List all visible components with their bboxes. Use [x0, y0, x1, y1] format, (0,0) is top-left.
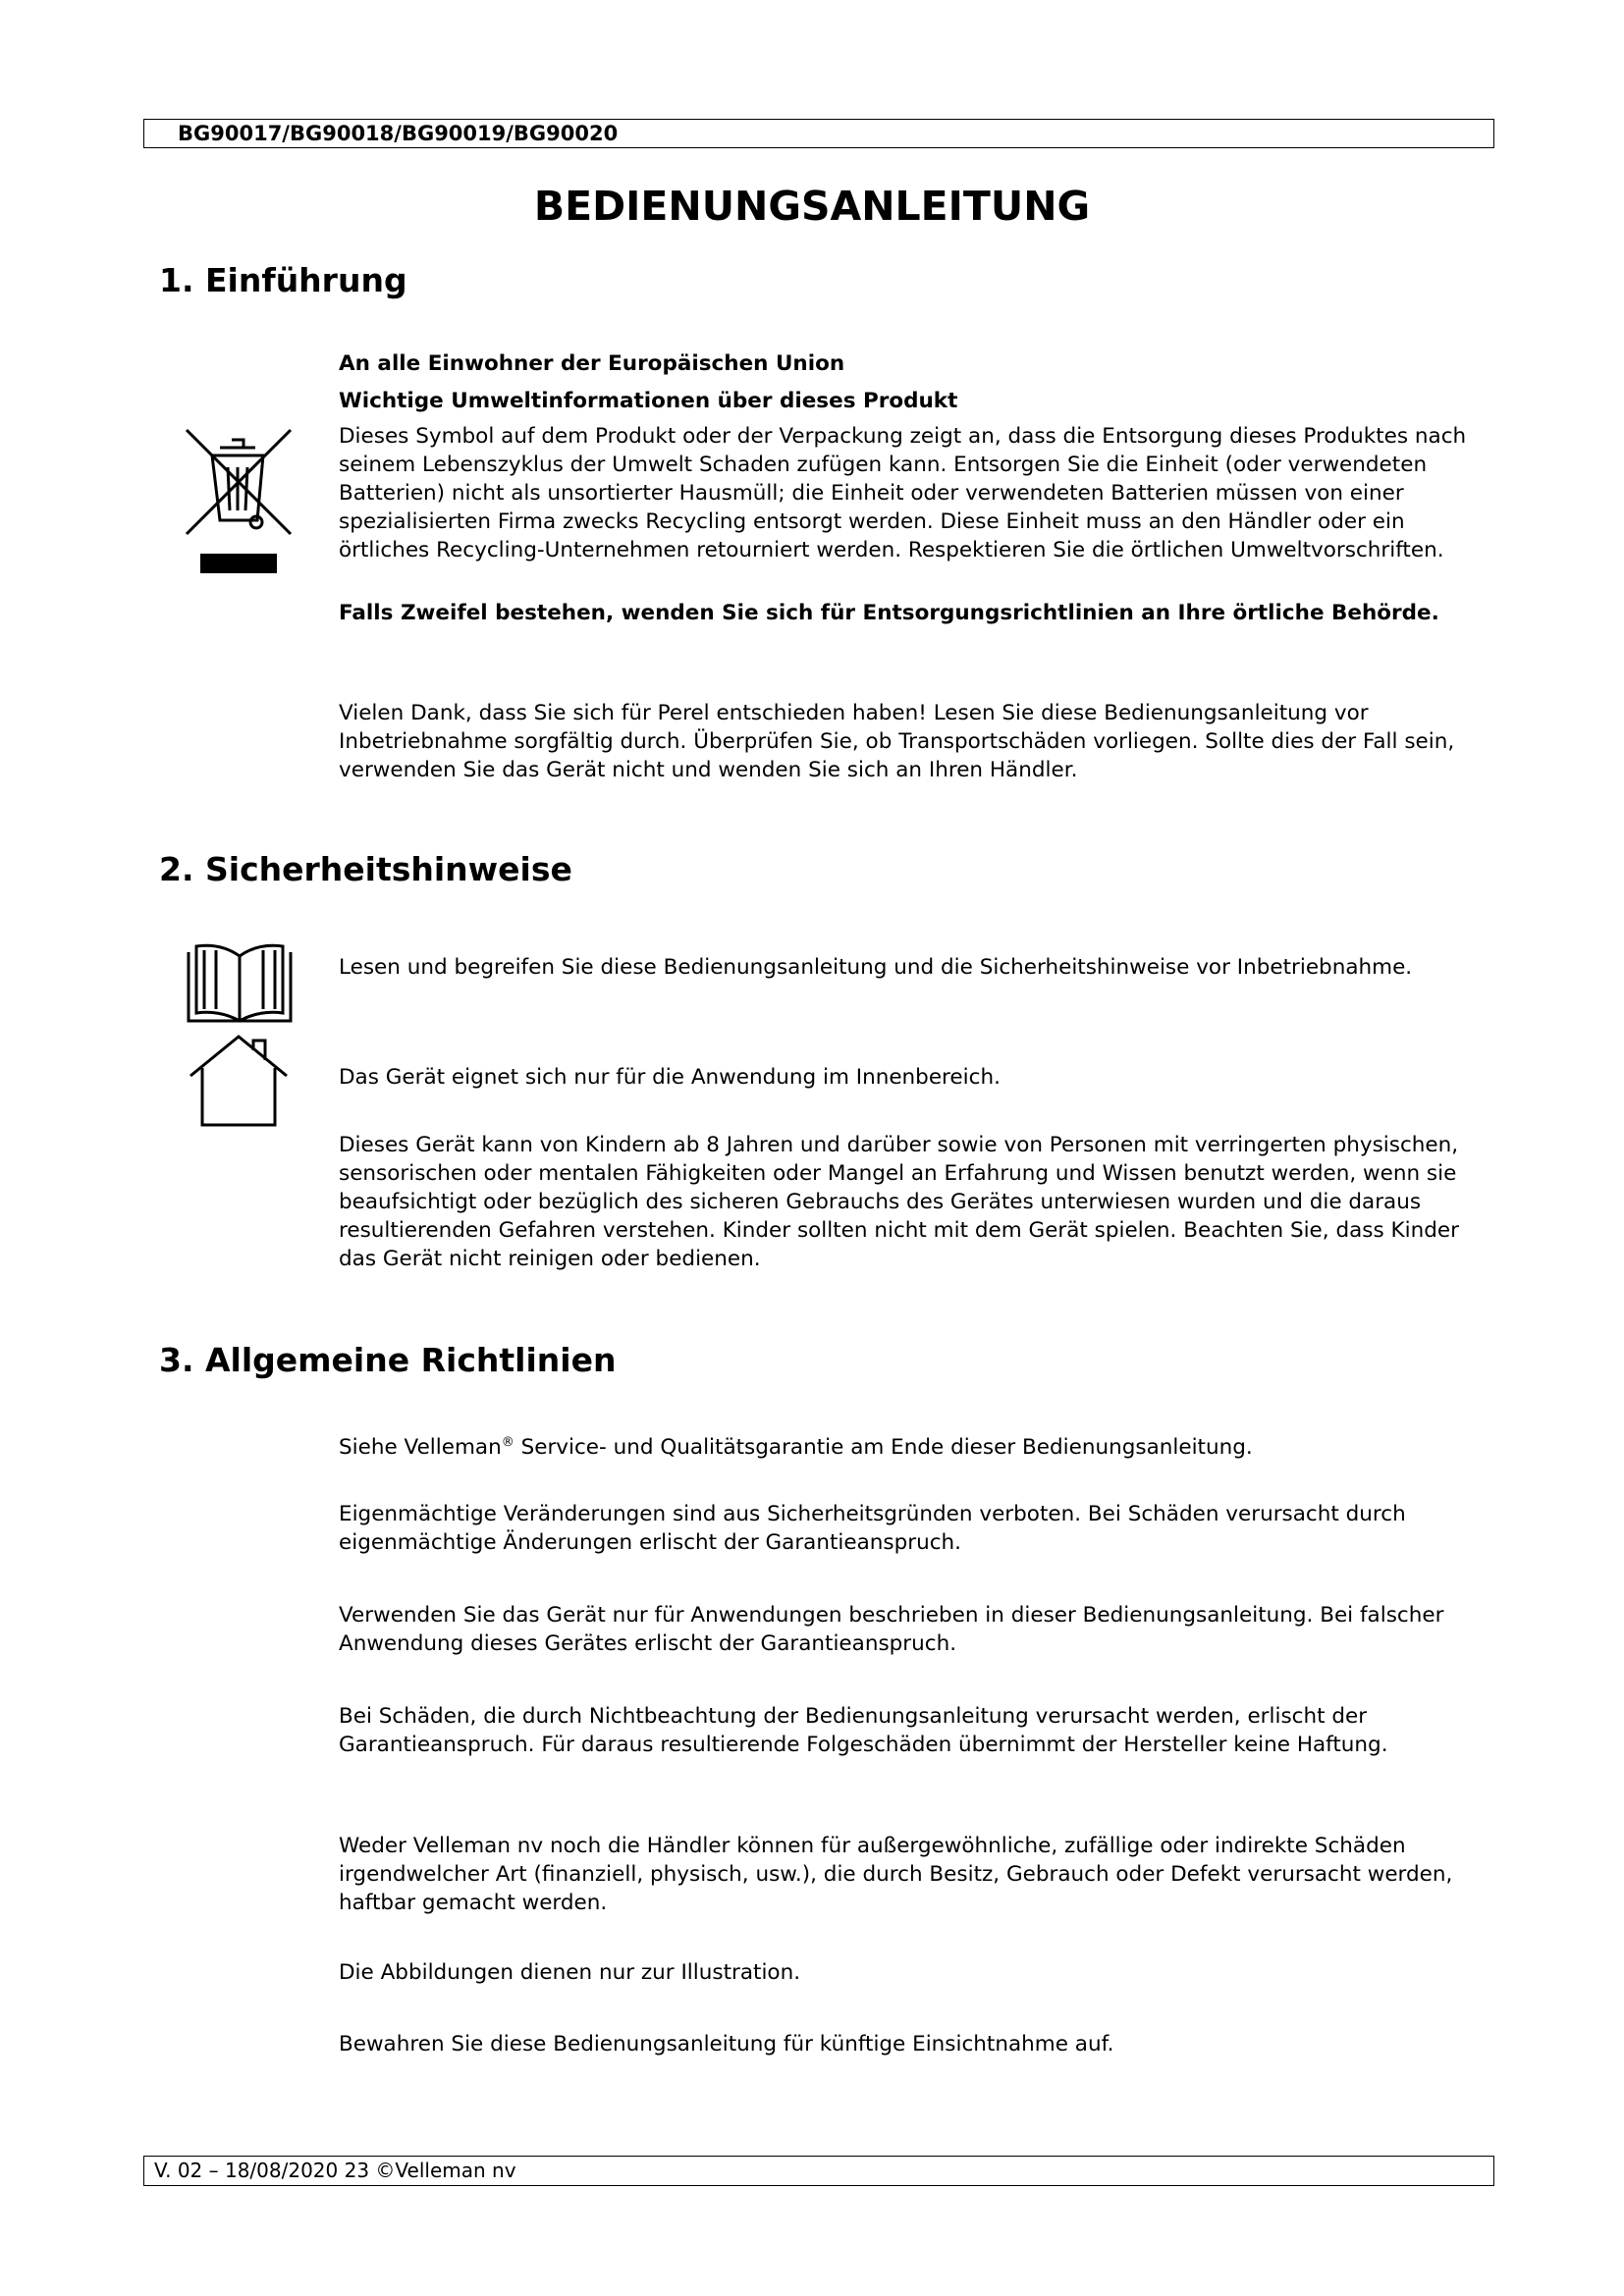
section-heading-introduction: 1. Einführung — [159, 261, 407, 299]
children-safety-text: Dieses Gerät kann von Kindern ab 8 Jahren und darüber sowie von Personen mit verringerten physischen, sensorischen oder mentalen Fähigkeiten oder Mangel an Erfahrung und Wissen benutzt werden, wenn sie beaufsichtigt oder bezüglich des sicheren Gebrauchs des Gerätes unterwiesen wurden und die daraus resultierenden Gefahren verstehen. Kinder sollten nicht mit dem Gerät spielen. Beachten Sie, dass Kinder das Gerät nicht reinigen oder bedienen. — [339, 1133, 1459, 1271]
header-bar — [143, 119, 1494, 148]
environment-info-heading: Wichtige Umweltinformationen über dieses Produkt — [339, 389, 958, 413]
environment-info-text: Dieses Symbol auf dem Produkt oder der Verpackung zeigt an, dass die Entsorgung dieses Produktes nach seinem Lebenszyklus der Umwelt Schaden zufügen kann. Entsorgen Sie die Einheit (oder verwendeten Batterien) nicht als unsortierter Hausmüll; die Einheit oder verwendeten Batterien müssen von einer spezialisierten Firma zwecks Recycling entsorgt werden. Diese Einheit muss an den Händler oder ein örtliches Recycling-Unternehmen retourniert werden. Respektieren Sie die örtlichen Umweltvorschriften. — [339, 424, 1467, 562]
keep-manual-text: Bewahren Sie diese Bedienungsanleitung für künftige Einsichtnahme auf. — [339, 2032, 1114, 2056]
warranty-reference-text: Siehe Velleman® Service- und Qualitätsgarantie am Ende dieser Bedienungsanleitung. — [339, 1435, 1253, 1461]
damage-disclaimer-text: Bei Schäden, die durch Nichtbeachtung der Bedienungsanleitung verursacht werden, erlischt der Garantieanspruch. Für daraus resultierende Folgeschäden übernimmt der Hersteller keine Haftung. — [339, 1704, 1388, 1757]
proper-use-text: Verwenden Sie das Gerät nur für Anwendungen beschrieben in dieser Bedienungsanleitung. Bei falscher Anwendung dieses Gerätes erlischt der Garantieanspruch. — [339, 1603, 1444, 1656]
weee-bin-icon — [183, 426, 296, 581]
read-manual-book-icon — [187, 940, 293, 1023]
thank-you-text: Vielen Dank, dass Sie sich für Perel entschieden haben! Lesen Sie diese Bedienungsanleitung vor Inbetriebnahme sorgfältig durch. Überprüfen Sie, ob Transportschäden vorliegen. Sollte dies der Fall sein, verwenden Sie das Gerät nicht und wenden Sie sich an Ihren Händler. — [339, 701, 1455, 782]
illustration-note-text: Die Abbildungen dienen nur zur Illustration. — [339, 1960, 801, 1985]
document-title: BEDIENUNGSANLEITUNG — [533, 183, 1091, 230]
liability-text: Weder Velleman nv noch die Händler können für außergewöhnliche, zufällige oder indirekte Schäden irgendwelcher Art (finanziell, physisch, usw.), die durch Besitz, Gebrauch oder Defekt verursacht werden, haftbar gemacht werden. — [339, 1834, 1453, 1915]
indoor-use-text: Das Gerät eignet sich nur für die Anwendung im Innenbereich. — [339, 1065, 1001, 1090]
footer-bar — [143, 2156, 1494, 2186]
disposal-doubt-text: Falls Zweifel bestehen, wenden Sie sich für Entsorgungsrichtlinien an Ihre örtliche Behörde. — [339, 601, 1439, 625]
model-numbers: BG90017/BG90018/BG90019/BG90020 — [178, 122, 619, 145]
section-heading-general-guidelines: 3. Allgemeine Richtlinien — [159, 1341, 617, 1379]
indoor-house-icon — [187, 1033, 291, 1127]
eu-residents-heading: An alle Einwohner der Europäischen Union — [339, 351, 845, 376]
read-manual-text: Lesen und begreifen Sie diese Bedienungsanleitung und die Sicherheitshinweise vor Inbetriebnahme. — [339, 955, 1413, 980]
footer-version-text: V. 02 – 18/08/2020 23 ©Velleman nv — [154, 2159, 516, 2182]
modifications-text: Eigenmächtige Veränderungen sind aus Sicherheitsgründen verboten. Bei Schäden verursacht durch eigenmächtige Änderungen erlischt der Garantieanspruch. — [339, 1502, 1406, 1555]
section-heading-safety: 2. Sicherheitshinweise — [159, 850, 572, 888]
